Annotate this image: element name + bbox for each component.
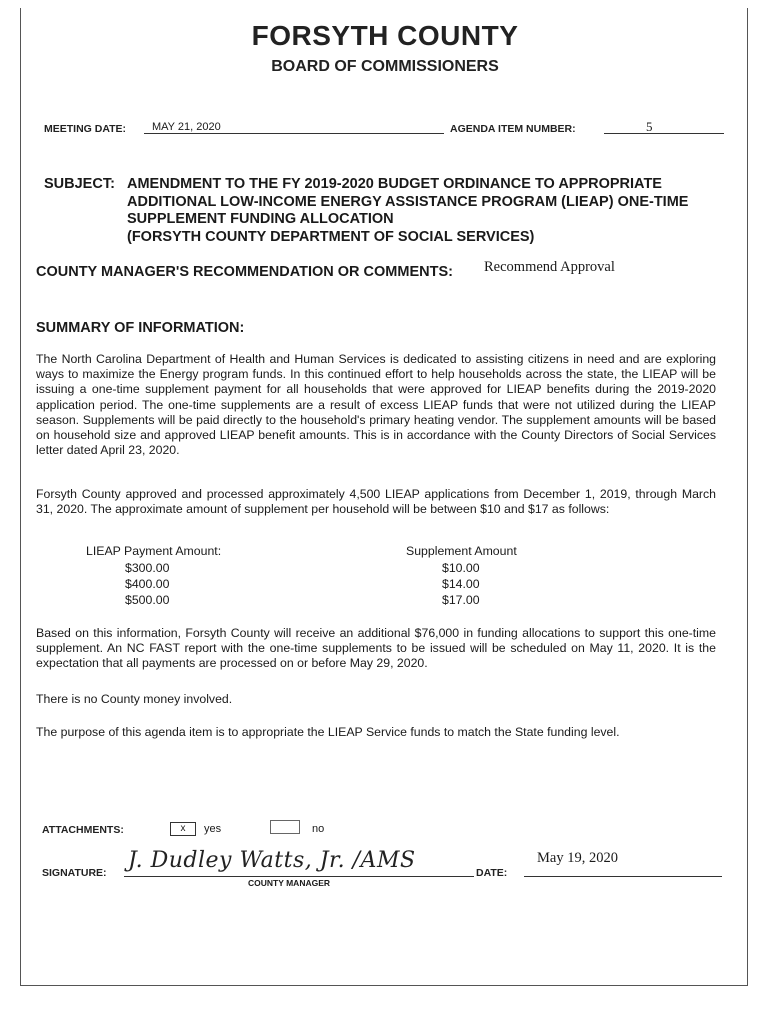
agenda-item-underline [604, 133, 724, 134]
subject-label: SUBJECT: [44, 176, 115, 192]
table-cell-supplement: $14.00 [442, 577, 480, 591]
agenda-item-value: 5 [646, 119, 653, 134]
subject-line: SUPPLEMENT FUNDING ALLOCATION [127, 211, 394, 227]
subject-line: (FORSYTH COUNTY DEPARTMENT OF SOCIAL SERVICES) [127, 228, 535, 245]
signature-underline [124, 876, 474, 877]
attachments-label: ATTACHMENTS: [42, 824, 124, 836]
table-cell-supplement: $10.00 [442, 561, 480, 575]
attachments-no-checkbox[interactable] [270, 820, 300, 834]
table-header-supplement: Supplement Amount [406, 544, 517, 558]
meeting-date-label: MEETING DATE: [44, 123, 127, 135]
county-title: FORSYTH COUNTY [251, 20, 519, 51]
signature-label: SIGNATURE: [42, 867, 107, 879]
meeting-date-underline [144, 133, 444, 134]
attachments-yes-label: yes [204, 823, 222, 835]
summary-paragraph-4: There is no County money involved. [36, 692, 233, 706]
manager-comments-value: Recommend Approval [484, 259, 615, 275]
subject-text [127, 176, 747, 246]
agenda-item-label: AGENDA ITEM NUMBER: [450, 123, 576, 135]
attachments-no-label: no [312, 823, 325, 835]
signature-date-value: May 19, 2020 [537, 850, 618, 866]
summary-paragraph-1: The North Carolina Department of Health and Human Services is dedicated to assisting citizens in need and are exploring ways to maximize the Energy program funds. In this continued effort to help households across the state, the LIEAP will be issuing a one-time supplement payment for all households that were approved for LIEAP benefits during the 2019-2020 application period. The one-time supplements are a result of excess LIEAP funds that were not utilized during the LIEAP season. Supplements will be paid directly to the household's primary heating vendor. The supplement amounts will be based on household size and approved LIEAP benefit amounts. This is in accordance with the County Directors of Social Services letter dated April 23, 2020. [36, 352, 716, 458]
board-subtitle: BOARD OF COMMISSIONERS [271, 58, 499, 75]
table-header-payment: LIEAP Payment Amount: [86, 544, 222, 558]
summary-paragraph-5: The purpose of this agenda item is to appropriate the LIEAP Service funds to match the State funding level. [36, 725, 620, 739]
table-cell-payment: $300.00 [125, 561, 170, 575]
table-cell-supplement: $17.00 [442, 593, 480, 607]
handwritten-signature: J. Dudley Watts, Jr. /AMS [128, 848, 416, 873]
summary-paragraph-3: Based on this information, Forsyth County will receive an additional $76,000 in funding allocations to support this one-time supplement. An NC FAST report with the one-time supplements to be issued will be scheduled on May 11, 2020. It is the expectation that all payments are processed on or before May 29, 2020. [36, 626, 716, 671]
table-cell-payment: $400.00 [125, 577, 170, 591]
signature-caption: COUNTY MANAGER [248, 878, 331, 888]
attachments-yes-checkbox[interactable]: x [170, 822, 196, 836]
subject-line: ADDITIONAL LOW-INCOME ENERGY ASSISTANCE PROGRAM (LIEAP) ONE-TIME [127, 193, 689, 210]
summary-label: SUMMARY OF INFORMATION: [36, 320, 245, 336]
date-underline [524, 876, 722, 877]
meeting-date-value: MAY 21, 2020 [152, 121, 221, 133]
summary-paragraph-2: Forsyth County approved and processed approximately 4,500 LIEAP applications from December 1, 2019, through March 31, 2020. The approximate amount of supplement per household will be between $10 and $17 as follows: [36, 487, 716, 517]
date-label: DATE: [476, 867, 508, 879]
table-cell-payment: $500.00 [125, 593, 170, 607]
manager-comments-label: COUNTY MANAGER'S RECOMMENDATION OR COMMENTS: [36, 264, 453, 280]
subject-line: AMENDMENT TO THE FY 2019-2020 BUDGET ORDINANCE TO APPROPRIATE [127, 176, 662, 192]
